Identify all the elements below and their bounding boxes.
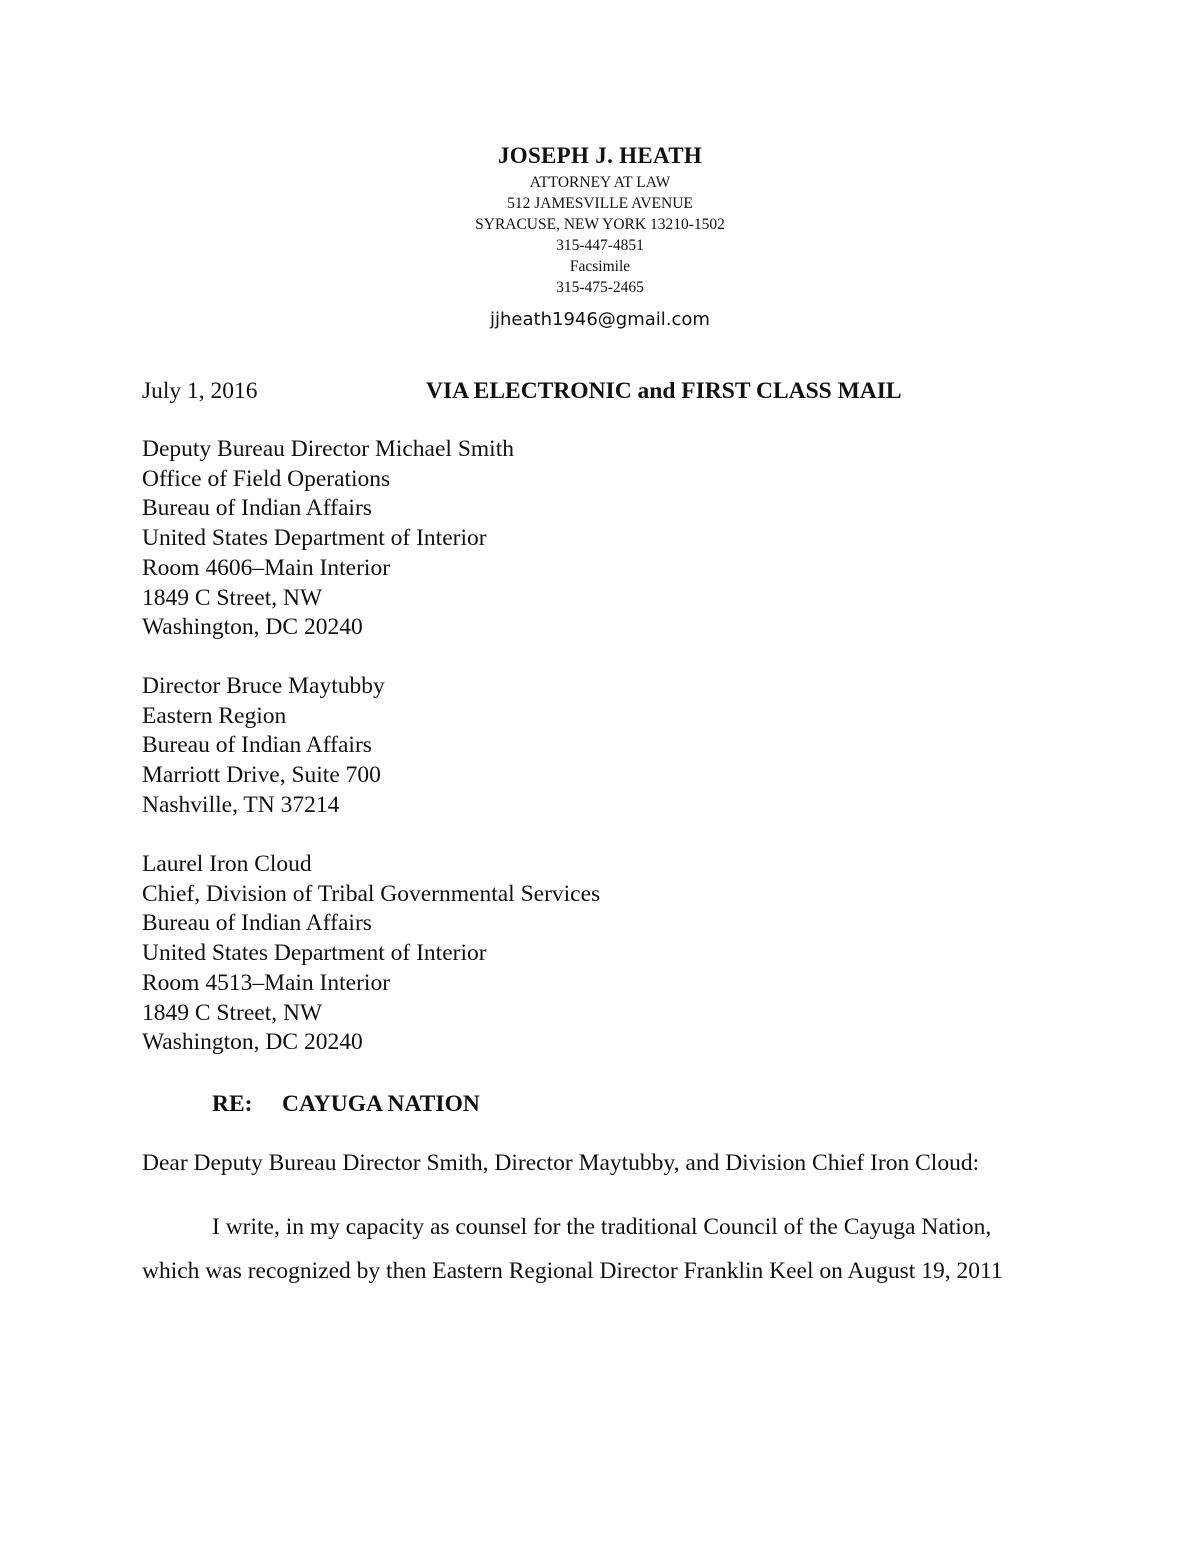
address-line: Room 4606–Main Interior: [142, 554, 391, 581]
address-line: 1849 C Street, NW: [142, 999, 323, 1026]
address-line: Nashville, TN 37214: [142, 791, 340, 818]
re-line: [212, 1087, 480, 1121]
address-line: Marriott Drive, Suite 700: [142, 762, 381, 789]
body-paragraph: [142, 1205, 1058, 1293]
recipient-address-1: [142, 435, 514, 643]
address-line: Washington, DC 20240: [142, 1029, 363, 1056]
letterhead-email: jjheath1946@gmail.com: [490, 309, 710, 330]
re-label: RE:: [212, 1091, 253, 1117]
address-line: Bureau of Indian Affairs: [142, 495, 372, 522]
address-line: Bureau of Indian Affairs: [142, 732, 372, 759]
attorney-name: JOSEPH J. HEATH: [497, 143, 703, 168]
body-line: which was recognized by then Eastern Regional Director Franklin Keel on August 19, 2011: [142, 1258, 1003, 1284]
letterhead-fax-label: Facsimile: [569, 258, 631, 275]
letterhead: [0, 140, 1200, 332]
salutation: Dear Deputy Bureau Director Smith, Director Maytubby, and Division Chief Iron Cloud:: [142, 1150, 980, 1176]
delivery-method: VIA ELECTRONIC and FIRST CLASS MAIL: [426, 378, 902, 404]
recipient-address-3: [142, 850, 600, 1058]
letterhead-fax: 315-475-2465: [556, 279, 644, 296]
letterhead-phone: 315-447-4851: [556, 237, 644, 254]
address-line: Bureau of Indian Affairs: [142, 910, 372, 937]
dateline: [142, 374, 1058, 408]
address-line: Room 4513–Main Interior: [142, 969, 391, 996]
address-line: Deputy Bureau Director Michael Smith: [142, 436, 514, 462]
address-line: United States Department of Interior: [142, 525, 487, 552]
body-line: I write, in my capacity as counsel for the traditional Council of the Cayuga Nation,: [212, 1214, 992, 1240]
address-line: Eastern Region: [142, 702, 287, 729]
address-line: Office of Field Operations: [142, 465, 391, 492]
address-line: United States Department of Interior: [142, 940, 487, 967]
address-line: Laurel Iron Cloud: [142, 851, 312, 877]
address-line: Director Bruce Maytubby: [142, 673, 385, 699]
letterhead-city: SYRACUSE, NEW YORK 13210-1502: [475, 216, 725, 233]
attorney-title: ATTORNEY AT LAW: [529, 174, 671, 191]
address-line: 1849 C Street, NW: [142, 584, 323, 611]
recipient-address-2: [142, 672, 385, 821]
letterhead-street: 512 JAMESVILLE AVENUE: [507, 195, 693, 212]
address-line: Chief, Division of Tribal Governmental Services: [142, 880, 601, 907]
address-line: Washington, DC 20240: [142, 614, 363, 641]
letter-date: July 1, 2016: [142, 378, 258, 404]
re-subject: CAYUGA NATION: [282, 1091, 480, 1117]
